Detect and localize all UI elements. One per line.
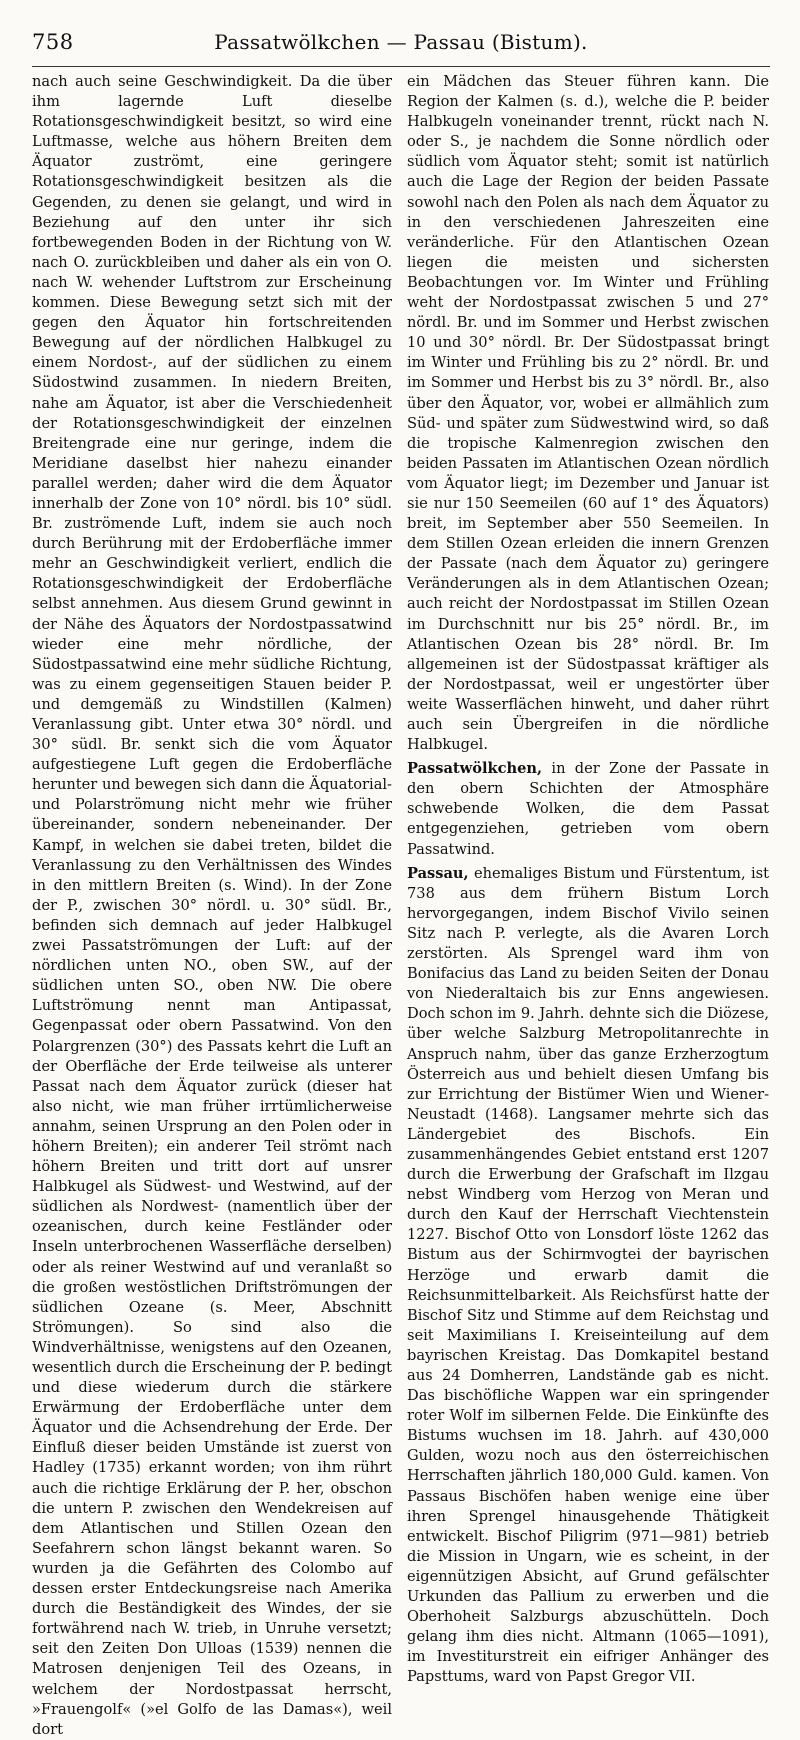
page-header: [32, 22, 770, 62]
entry-text: in der Zone der Passate in den obern Schichten der Atmosphäre schwebende Wolken, die dem Passat entgegenziehen, getrieben vom obern Passatwind.: [407, 760, 769, 858]
page-number: 758: [32, 30, 74, 54]
right-column-intro: ein Mädchen das Steuer führen kann. Die Region der Kalmen (s. d.), welche die P. beider Halbkugeln voneinander trennt, rückt nach N. oder S., je nachdem die Sonne nördlich oder südlich vom Äquator steht; somit ist natürlich auch die Lage der Region der beiden Passate sowohl nach den Polen als nach dem Äquator zu in den verschiedenen Jahreszeiten eine veränderliche. Für den Atlantischen Ozean liegen die meisten und sichersten Beobachtungen vor. Im Winter und Frühling weht der Nordostpassat zwischen 5 und 27° nördl. Br. und im Sommer und Herbst zwischen 10 und 30° nördl. Br. Der Südostpassat bringt im Winter und Frühling bis zu 2° nördl. Br. und im Sommer und Herbst bis zu 3° nördl. Br., also über den Äquator, vor, wobei er allmählich zum Süd- und später zum Südwestwind wird, so daß die tropische Kalmenregion zwischen den beiden Passaten im Atlantischen Ozean nördlich vom Äquator liegt; im Dezember und Januar ist sie nur 150 Seemeilen (60 auf 1° des Äquators) breit, im September aber 550 Seemeilen. In dem Stillen Ozean erleiden die innern Grenzen der Passate (nach dem Äquator zu) geringere Veränderungen als in dem Atlantischen Ozean; auch reicht der Nordostpassat im Stillen Ozean im Durchschnitt nur bis 25° nördl. Br., im Atlantischen Ozean bis 28° nördl. Br. Im allgemeinen ist der Südostpassat kräftiger als der Nordostpassat, weil er ungestörter über weite Wasserflächen hinweht, und daher rührt auch sein Übergreifen in die nördliche Halbkugel.: [407, 73, 769, 754]
entry-headword: Passatwölkchen,: [407, 760, 543, 778]
entry-headword: Passau,: [407, 864, 469, 882]
right-column: [407, 72, 769, 1688]
entry-passau: [407, 864, 769, 1688]
header-rule: [32, 66, 770, 67]
left-column: [32, 72, 392, 1740]
entry-text: ehemaliges Bistum und Fürstentum, ist 738 aus dem frühern Bistum Lorch hervorgegangen, indem Bischof Vivilo seinen Sitz nach P. verlegte, als die Avaren Lorch zerstörten. Als Sprengel ward ihm von Bonifacius das Land zu beiden Seiten der Donau von Niederaltaich bis zur Enns angewiesen. Doch schon im 9. Jahrh. dehnte sich die Diözese, über welche Salzburg Metropolitanrechte in Anspruch nahm, über das ganze Erzherzogtum Österreich aus und behielt diesen Umfang bis zur Errichtung der Bistümer Wien und Wiener-Neustadt (1468). Langsamer mehrte sich das Ländergebiet des Bischofs. Ein zusammenhängendes Gebiet entstand erst 1207 durch die Erwerbung der Grafschaft im Ilzgau nebst Windberg vom Herzog von Meran und durch den Kauf der Herrschaft Viechtenstein 1227. Bischof Otto von Lonsdorf löste 1262 das Bistum aus der Schirmvogtei der bayrischen Herzöge und erwarb damit die Reichsunmittelbarkeit. Als Reichsfürst hatte der Bischof Sitz und Stimme auf dem Reichstag und seit Maximilians I. Kreiseinteilung auf dem bayrischen Kreistag. Das Domkapitel bestand aus 24 Domherren, Landstände gab es nicht. Das bischöfliche Wappen war ein springender roter Wolf im silbernen Felde. Die Einkünfte des Bistums wuchsen im 18. Jahrh. auf 430,000 Gulden, wozu noch aus den österreichischen Herrschaften jährlich 180,000 Guld. kamen. Von Passaus Bischöfen haben wenige eine über ihren Sprengel hinausgehende Thätigkeit entwickelt. Bischof Piligrim (971—981) betrieb die Mission in Ungarn, wie es scheint, in der eigennützigen Absicht, auf Grund gefälschter Urkunden das Pallium zu erwerben und die Oberhoheit Salzburgs abzuschütteln. Doch gelang ihm dies nicht. Altmann (1065—1091), im Investiturstreit ein eifriger Anhänger des Papsttums, ward von Papst Gregor VII.: [407, 864, 769, 1686]
entry-passatwoelkchen: [407, 759, 769, 859]
running-title: Passatwölkchen — Passau (Bistum).: [214, 30, 588, 54]
left-column-text: nach auch seine Geschwindigkeit. Da die über ihm lagernde Luft dieselbe Rotationsgeschwindigkeit besitzt, so wird eine Luftmasse, welche aus höhern Breiten dem Äquator zuströmt, eine geringere Rotationsgeschwindigkeit besitzen als die Gegenden, zu denen sie gelangt, und wird in Beziehung auf den unter ihr sich fortbewegenden Boden in der Richtung von W. nach O. zurückbleiben und daher als ein von O. nach W. wehender Luftstrom zur Erscheinung kommen. Diese Bewegung setzt sich mit der gegen den Äquator hin fortschreitenden Bewegung auf der nördlichen Halbkugel zu einem Nordost-, auf der südlichen zu einem Südostwind zusammen. In niedern Breiten, nahe am Äquator, ist aber die Verschiedenheit der Rotationsgeschwindigkeit der einzelnen Breitengrade eine nur geringe, indem die Meridiane daselbst hier nahezu einander parallel werden; daher wird die dem Äquator innerhalb der Zone von 10° nördl. bis 10° südl. Br. zuströmende Luft, indem sie auch noch durch Berührung mit der Erdoberfläche immer mehr an Geschwindigkeit verliert, endlich die Rotationsgeschwindigkeit der Erdoberfläche selbst annehmen. Aus diesem Grund gewinnt in der Nähe des Äquators der Nordostpassatwind wieder eine mehr nördliche, der Südostpassatwind eine mehr südliche Richtung, was zu einem gegenseitigen Stauen beider P. und demgemäß zu Windstillen (Kalmen) Veranlassung gibt. Unter etwa 30° nördl. und 30° südl. Br. senkt sich die vom Äquator aufgestiegene Luft gegen die Erdoberfläche herunter und bewegen sich dann die Äquatorial- und Polarströmung nicht mehr wie früher übereinander, sondern nebeneinander. Der Kampf, in welchen sie dabei treten, bildet die Veranlassung zu den Verhältnissen des Windes in den mittlern Breiten (s. Wind). In der Zone der P., zwischen 30° nördl. u. 30° südl. Br., befinden sich demnach auf jeder Halbkugel zwei Passatströmungen der Luft: auf der nördlichen unten NO., oben SW., auf der südlichen unten SO., oben NW. Die obere Luftströmung nennt man Antipassat, Gegenpassat oder obern Passatwind. Von den Polargrenzen (30°) des Passats kehrt die Luft an der Oberfläche der Erde teilweise als unterer Passat nach dem Äquator zurück (dieser hat also nicht, wie man früher irrtümlicherweise annahm, seinen Ursprung an den Polen oder in höhern Breiten); ein anderer Teil strömt nach höhern Breiten und tritt dort auf unsrer Halbkugel als Südwest- und Westwind, auf der südlichen als Nordwest- (namentlich über der ozeanischen, durch keine Festländer oder Inseln unterbrochenen Wasserfläche derselben) oder als reiner Westwind auf und veranlaßt so die großen westöstlichen Driftströmungen der südlichen Ozeane (s. Meer, Abschnitt Strömungen). So sind also die Windverhältnisse, wenigstens auf den Ozeanen, wesentlich durch die Erscheinung der P. bedingt und diese wiederum durch die stärkere Erwärmung der Erdoberfläche unter dem Äquator und die Achsendrehung der Erde. Der Einfluß dieser beiden Umstände ist zuerst von Hadley (1735) erkannt worden; von ihm rührt auch die richtige Erklärung der P. her, obschon die untern P. zwischen den Wendekreisen auf dem Atlantischen und Stillen Ozean den Seefahrern schon längst bekannt waren. So wurden ja die Gefährten des Colombo auf dessen erster Entdeckungsreise nach Amerika durch die Beständigkeit des Windes, der sie fortwährend nach W. trieb, in Unruhe versetzt; seit den Zeiten Don Ulloas (1539) nennen die Matrosen denjenigen Teil des Ozeans, in welchem der Nordostpassat herrscht, »Frauengolf« (»el Golfo de las Damas«), weil dort: [32, 73, 392, 1738]
